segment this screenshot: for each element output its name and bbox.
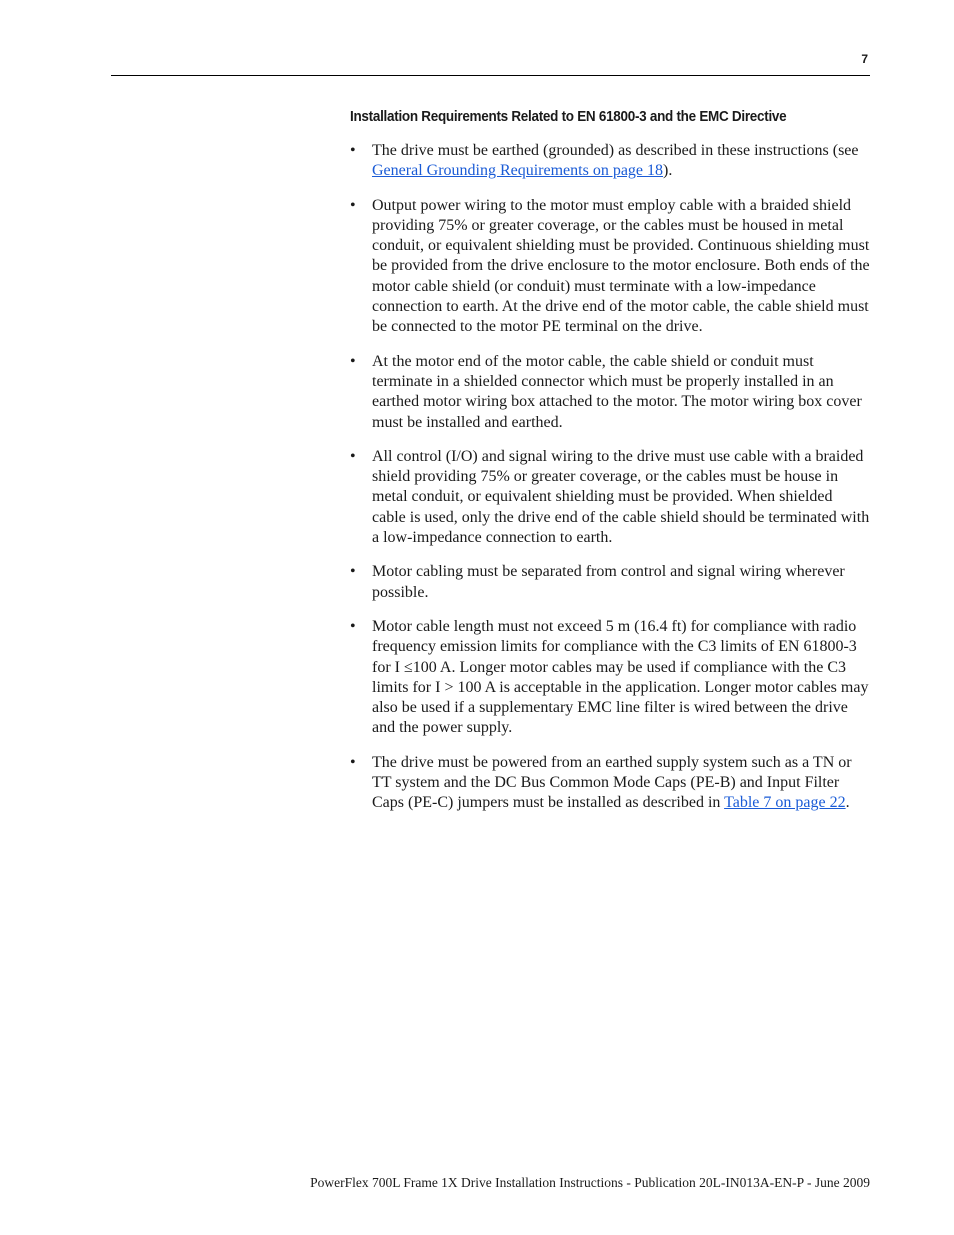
header-rule bbox=[111, 75, 870, 76]
section-heading: Installation Requirements Related to EN 61800-3 and the EMC Directive bbox=[350, 109, 787, 125]
list-item bbox=[350, 753, 870, 814]
list-item bbox=[350, 617, 870, 739]
list-item-text: The drive must be powered from an earthed supply system such as a TN or TT system and the DC Bus Common Mode Caps (PE-B) and Input Filter Caps (PE-C) jumpers must be installed as described in bbox=[372, 753, 852, 812]
list-item bbox=[350, 141, 870, 182]
list-item-text: The drive must be earthed (grounded) as described in these instructions (see bbox=[372, 142, 859, 159]
bullet-dot: • bbox=[350, 563, 356, 581]
bullet-dot: • bbox=[350, 617, 356, 635]
bullet-dot: • bbox=[350, 352, 356, 370]
list-item-text-end: ). bbox=[663, 162, 673, 180]
list-item-text: At the motor end of the motor cable, the cable shield or conduit must terminate in a shielded connector which must be properly installed in an earthed motor wiring box attached to the motor. The motor wiring box cover must be installed and earthed. bbox=[372, 352, 862, 431]
list-item-text: Motor cabling must be separated from control and signal wiring wherever possible. bbox=[372, 563, 845, 601]
list-item bbox=[350, 196, 870, 338]
link-table-7[interactable]: Table 7 on page 22 bbox=[724, 794, 846, 812]
list-item bbox=[350, 352, 870, 433]
page-number: 7 bbox=[861, 52, 868, 66]
main-content bbox=[350, 107, 870, 828]
bullet-dot: • bbox=[350, 447, 356, 465]
list-item-text: Motor cable length must not exceed 5 m (16.4 ft) for compliance with radio frequency emission limits for compliance with the C3 limits of EN 61800-3 for I ≤100 A. Longer motor cables may be used if compliance with the C3 limits for I > 100 A is acceptable in the application. Longer motor cables may also be used if a supplementary EMC line filter is wired between the drive and the power supply. bbox=[372, 617, 869, 737]
link-grounding-requirements[interactable]: General Grounding Requirements on page 18 bbox=[372, 162, 664, 180]
list-item bbox=[350, 562, 870, 603]
bullet-dot: • bbox=[350, 142, 356, 159]
bullet-dot: • bbox=[350, 196, 356, 214]
list-item-text: All control (I/O) and signal wiring to the drive must use cable with a braided shield providing 75% or greater coverage, or the cables must be house in metal conduit, or equivalent shielding must be provided. When shielded cable is used, only the drive end of the cable shield should be terminated with a low-impedance connection to earth. bbox=[372, 447, 870, 547]
requirements-list bbox=[350, 141, 870, 814]
page-footer: PowerFlex 700L Frame 1X Drive Installation Instructions - Publication 20L-IN013A-EN-P - June 2009 bbox=[310, 1175, 870, 1190]
list-item-text-end: . bbox=[845, 794, 850, 812]
bullet-dot: • bbox=[350, 753, 356, 771]
list-item-text: Output power wiring to the motor must employ cable with a braided shield providing 75% or greater coverage, or the cables must be housed in metal conduit, or equivalent shielding must be provided. Continuous shielding must be provided from the drive enclosure to the motor enclosure. Both ends of the motor cable shield (or conduit) must terminate with a low-impedance connection to earth. At the drive end of the motor cable, the cable shield must be connected to the motor PE terminal on the drive. bbox=[372, 196, 870, 336]
list-item bbox=[350, 447, 870, 548]
